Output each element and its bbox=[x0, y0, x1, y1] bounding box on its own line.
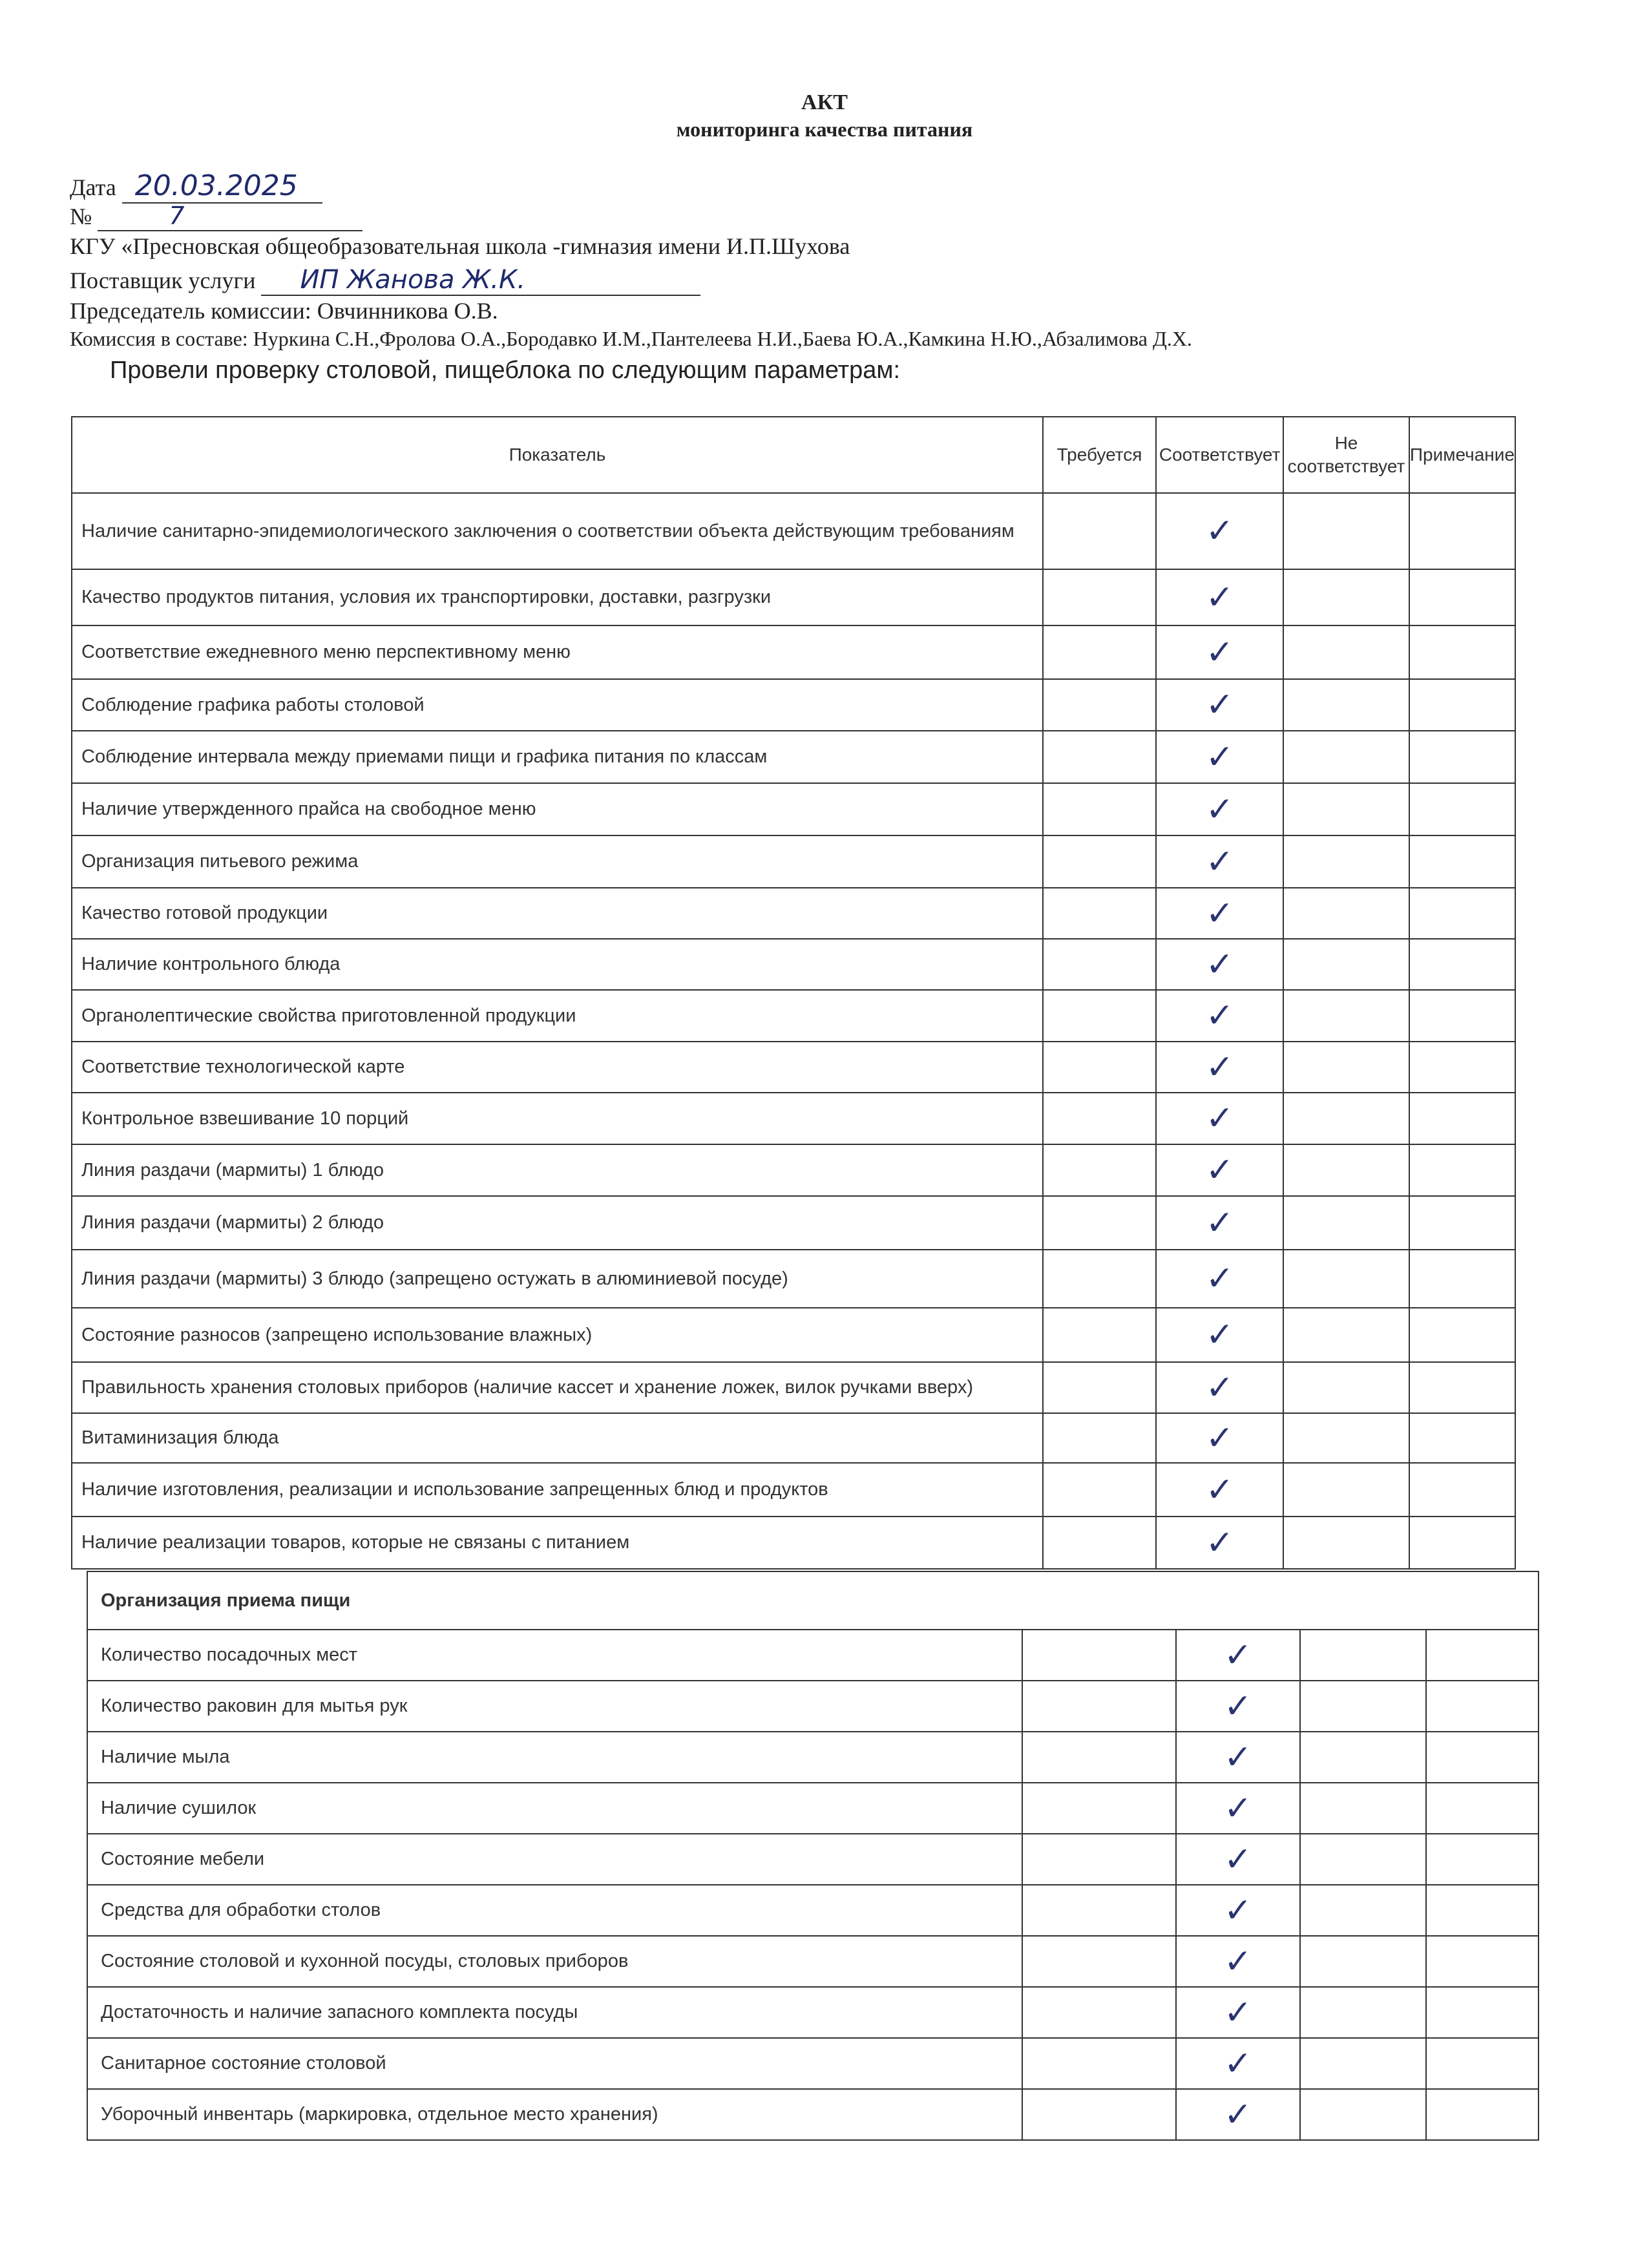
row-indicator: Наличие реализации товаров, которые не связаны с питанием bbox=[72, 1517, 1043, 1569]
table-row bbox=[72, 835, 1515, 888]
row-required bbox=[1022, 2038, 1176, 2089]
row-required bbox=[1043, 939, 1156, 990]
table-header-row bbox=[72, 417, 1515, 493]
row-note bbox=[1409, 1093, 1515, 1144]
row-note bbox=[1409, 1517, 1515, 1569]
row-complies bbox=[1176, 1681, 1300, 1732]
row-required bbox=[1043, 783, 1156, 835]
check-mark-icon: ✓ bbox=[1205, 737, 1234, 777]
row-note bbox=[1409, 1463, 1515, 1517]
row-note bbox=[1409, 1250, 1515, 1308]
row-note bbox=[1409, 1362, 1515, 1413]
check-mark-icon: ✓ bbox=[1205, 996, 1234, 1035]
header-required: Требуется bbox=[1043, 417, 1156, 493]
row-indicator: Соответствие технологической карте bbox=[72, 1042, 1043, 1093]
row-note bbox=[1426, 1936, 1539, 1987]
row-complies bbox=[1156, 1042, 1283, 1093]
row-indicator: Наличие утвержденного прайса на свободное меню bbox=[72, 783, 1043, 835]
row-indicator: Наличие контрольного блюда bbox=[72, 939, 1043, 990]
check-mark-icon: ✓ bbox=[1205, 842, 1234, 881]
row-note bbox=[1409, 569, 1515, 625]
table-row bbox=[87, 1834, 1539, 1885]
header-complies: Соответствует bbox=[1156, 417, 1283, 493]
row-required bbox=[1043, 835, 1156, 888]
row-not-complies bbox=[1300, 2089, 1426, 2140]
table-row bbox=[72, 1093, 1515, 1144]
row-required bbox=[1043, 1413, 1156, 1463]
row-not-complies bbox=[1300, 1630, 1426, 1681]
supplier-line bbox=[70, 265, 700, 296]
row-not-complies bbox=[1283, 939, 1409, 990]
row-not-complies bbox=[1300, 1783, 1426, 1834]
row-note bbox=[1426, 1834, 1539, 1885]
row-not-complies bbox=[1283, 493, 1409, 569]
supplier-label: Поставщик услуги bbox=[70, 268, 256, 293]
row-note bbox=[1409, 625, 1515, 679]
row-complies bbox=[1176, 2089, 1300, 2140]
checklist-table bbox=[71, 416, 1516, 1570]
document-subtitle: мониторинга качества питания bbox=[676, 118, 973, 141]
table-row bbox=[72, 1308, 1515, 1362]
check-mark-icon: ✓ bbox=[1205, 790, 1234, 829]
header-note: Примечание bbox=[1409, 417, 1515, 493]
row-not-complies bbox=[1283, 888, 1409, 939]
header-indicator: Показатель bbox=[72, 417, 1043, 493]
table-row bbox=[87, 1681, 1539, 1732]
row-indicator: Наличие санитарно-эпидемиологического заключения о соответствии объекта действующим требованиям bbox=[72, 493, 1043, 569]
table-row bbox=[87, 1885, 1539, 1936]
row-not-complies bbox=[1300, 1681, 1426, 1732]
row-complies bbox=[1156, 1144, 1283, 1196]
check-mark-icon: ✓ bbox=[1205, 1151, 1234, 1190]
row-not-complies bbox=[1283, 625, 1409, 679]
row-note bbox=[1409, 1144, 1515, 1196]
check-mark-icon: ✓ bbox=[1205, 686, 1234, 724]
date-label: Дата bbox=[70, 174, 116, 200]
row-not-complies bbox=[1300, 2038, 1426, 2089]
check-mark-icon: ✓ bbox=[1224, 2044, 1252, 2083]
row-not-complies bbox=[1283, 569, 1409, 625]
row-required bbox=[1043, 990, 1156, 1042]
row-required bbox=[1022, 2089, 1176, 2140]
row-note bbox=[1409, 888, 1515, 939]
check-mark-icon: ✓ bbox=[1205, 1470, 1234, 1509]
row-note bbox=[1426, 1783, 1539, 1834]
row-complies bbox=[1176, 2038, 1300, 2089]
document-title: АКТ bbox=[801, 90, 848, 114]
row-required bbox=[1022, 1936, 1176, 1987]
row-complies bbox=[1156, 1413, 1283, 1463]
table-row bbox=[72, 939, 1515, 990]
row-indicator: Санитарное состояние столовой bbox=[87, 2038, 1022, 2089]
check-mark-icon: ✓ bbox=[1205, 1418, 1234, 1458]
row-note bbox=[1409, 835, 1515, 888]
row-complies bbox=[1156, 1196, 1283, 1250]
row-note bbox=[1426, 2089, 1539, 2140]
table-row bbox=[72, 1196, 1515, 1250]
row-indicator: Качество продуктов питания, условия их транспортировки, доставки, разгрузки bbox=[72, 569, 1043, 625]
table-row bbox=[72, 1463, 1515, 1517]
row-not-complies bbox=[1283, 1362, 1409, 1413]
row-required bbox=[1043, 1308, 1156, 1362]
commission-line: Комиссия в составе: Нуркина С.Н.,Фролова О.А.,Бородавко И.М.,Пантелеева Н.И.,Баева Ю.А.,Камкина Н.Ю.,Абзалимова Д.Х. bbox=[70, 327, 1192, 350]
row-complies bbox=[1156, 1463, 1283, 1517]
row-complies bbox=[1176, 1885, 1300, 1936]
row-note bbox=[1426, 1885, 1539, 1936]
row-complies bbox=[1156, 990, 1283, 1042]
row-indicator: Соответствие ежедневного меню перспективному меню bbox=[72, 625, 1043, 679]
row-complies bbox=[1176, 1783, 1300, 1834]
check-mark-icon: ✓ bbox=[1224, 1891, 1252, 1930]
check-mark-icon: ✓ bbox=[1224, 1942, 1252, 1981]
number-value: 7 bbox=[98, 202, 362, 231]
row-complies bbox=[1156, 1517, 1283, 1569]
row-complies bbox=[1156, 1250, 1283, 1308]
row-required bbox=[1022, 1783, 1176, 1834]
row-note bbox=[1426, 1681, 1539, 1732]
row-required bbox=[1022, 1987, 1176, 2038]
row-indicator: Наличие изготовления, реализации и использование запрещенных блюд и продуктов bbox=[72, 1463, 1043, 1517]
row-complies bbox=[1176, 1936, 1300, 1987]
table-row bbox=[72, 1250, 1515, 1308]
row-indicator: Количество раковин для мытья рук bbox=[87, 1681, 1022, 1732]
row-required bbox=[1043, 1042, 1156, 1093]
row-indicator: Линия раздачи (мармиты) 2 блюдо bbox=[72, 1196, 1043, 1250]
check-mark-icon: ✓ bbox=[1224, 1738, 1252, 1777]
row-required bbox=[1043, 731, 1156, 783]
row-indicator: Состояние столовой и кухонной посуды, столовых приборов bbox=[87, 1936, 1022, 1987]
table-row bbox=[72, 1413, 1515, 1463]
table-row bbox=[72, 1144, 1515, 1196]
row-indicator: Организация питьевого режима bbox=[72, 835, 1043, 888]
table-row bbox=[72, 1042, 1515, 1093]
row-not-complies bbox=[1283, 679, 1409, 731]
row-note bbox=[1409, 1042, 1515, 1093]
row-note bbox=[1426, 1732, 1539, 1783]
check-mark-icon: ✓ bbox=[1205, 1047, 1234, 1087]
table-row bbox=[72, 493, 1515, 569]
row-required bbox=[1022, 1885, 1176, 1936]
row-required bbox=[1022, 1681, 1176, 1732]
header-not-complies: Не соответствует bbox=[1283, 417, 1409, 493]
check-mark-icon: ✓ bbox=[1224, 1686, 1252, 1726]
row-not-complies bbox=[1283, 1144, 1409, 1196]
row-complies bbox=[1156, 888, 1283, 939]
table-row bbox=[72, 1362, 1515, 1413]
row-not-complies bbox=[1283, 1413, 1409, 1463]
meal-organization-table bbox=[87, 1571, 1539, 2141]
row-complies bbox=[1156, 493, 1283, 569]
row-note bbox=[1426, 1987, 1539, 2038]
table-row bbox=[72, 888, 1515, 939]
table-row bbox=[72, 569, 1515, 625]
row-complies bbox=[1156, 835, 1283, 888]
row-not-complies bbox=[1283, 731, 1409, 783]
check-mark-icon: ✓ bbox=[1205, 945, 1234, 984]
row-not-complies bbox=[1283, 1196, 1409, 1250]
row-not-complies bbox=[1300, 1732, 1426, 1783]
row-required bbox=[1043, 1144, 1156, 1196]
row-required bbox=[1043, 493, 1156, 569]
date-line bbox=[70, 169, 322, 204]
row-complies bbox=[1156, 1362, 1283, 1413]
table-row bbox=[87, 1936, 1539, 1987]
table-row bbox=[72, 731, 1515, 783]
row-note bbox=[1409, 679, 1515, 731]
row-required bbox=[1043, 569, 1156, 625]
row-indicator: Наличие мыла bbox=[87, 1732, 1022, 1783]
row-required bbox=[1022, 1834, 1176, 1885]
row-required bbox=[1043, 1093, 1156, 1144]
row-not-complies bbox=[1300, 1936, 1426, 1987]
row-not-complies bbox=[1300, 1834, 1426, 1885]
table-row bbox=[87, 1987, 1539, 2038]
row-complies bbox=[1156, 939, 1283, 990]
number-line bbox=[70, 202, 362, 231]
row-note bbox=[1409, 493, 1515, 569]
row-complies bbox=[1156, 731, 1283, 783]
row-complies bbox=[1156, 625, 1283, 679]
check-mark-icon: ✓ bbox=[1224, 1635, 1252, 1675]
row-not-complies bbox=[1283, 1463, 1409, 1517]
row-not-complies bbox=[1283, 1042, 1409, 1093]
table-row bbox=[72, 783, 1515, 835]
section-title: Организация приема пищи bbox=[87, 1571, 1539, 1630]
row-indicator: Соблюдение графика работы столовой bbox=[72, 679, 1043, 731]
row-note bbox=[1409, 1413, 1515, 1463]
row-indicator: Органолептические свойства приготовленной продукции bbox=[72, 990, 1043, 1042]
row-required bbox=[1043, 625, 1156, 679]
table-row bbox=[87, 2038, 1539, 2089]
row-not-complies bbox=[1283, 1517, 1409, 1569]
row-complies bbox=[1156, 1308, 1283, 1362]
table-row bbox=[72, 1517, 1515, 1569]
check-mark-icon: ✓ bbox=[1224, 1840, 1252, 1879]
row-indicator: Линия раздачи (мармиты) 1 блюдо bbox=[72, 1144, 1043, 1196]
row-required bbox=[1043, 888, 1156, 939]
check-mark-icon: ✓ bbox=[1224, 1789, 1252, 1828]
supplier-value: ИП Жанова Ж.К. bbox=[261, 265, 700, 296]
row-indicator: Наличие сушилок bbox=[87, 1783, 1022, 1834]
check-mark-icon: ✓ bbox=[1205, 1523, 1234, 1562]
check-mark-icon: ✓ bbox=[1205, 1316, 1234, 1354]
row-note bbox=[1409, 990, 1515, 1042]
row-required bbox=[1043, 679, 1156, 731]
row-note bbox=[1426, 1630, 1539, 1681]
row-note bbox=[1426, 2038, 1539, 2089]
row-indicator: Средства для обработки столов bbox=[87, 1885, 1022, 1936]
check-mark-icon: ✓ bbox=[1205, 1203, 1234, 1243]
row-indicator: Достаточность и наличие запасного комплекта посуды bbox=[87, 1987, 1022, 2038]
row-required bbox=[1022, 1630, 1176, 1681]
table-row bbox=[72, 990, 1515, 1042]
row-complies bbox=[1156, 679, 1283, 731]
org-line: КГУ «Пресновская общеобразовательная школа -гимназия имени И.П.Шухова bbox=[70, 233, 850, 259]
row-indicator: Количество посадочных мест bbox=[87, 1630, 1022, 1681]
table-row bbox=[87, 2089, 1539, 2140]
check-mark-icon: ✓ bbox=[1205, 894, 1234, 933]
check-mark-icon: ✓ bbox=[1205, 1259, 1234, 1298]
row-not-complies bbox=[1283, 1093, 1409, 1144]
row-not-complies bbox=[1283, 835, 1409, 888]
row-indicator: Правильность хранения столовых приборов (наличие кассет и хранение ложек, вилок ручками вверх) bbox=[72, 1362, 1043, 1413]
row-required bbox=[1043, 1362, 1156, 1413]
check-mark-icon: ✓ bbox=[1205, 578, 1234, 617]
row-note bbox=[1409, 1308, 1515, 1362]
chair-line: Председатель комиссии: Овчинникова О.В. bbox=[70, 298, 498, 324]
row-complies bbox=[1176, 1732, 1300, 1783]
row-indicator: Контрольное взвешивание 10 порций bbox=[72, 1093, 1043, 1144]
row-note bbox=[1409, 1196, 1515, 1250]
table-row bbox=[87, 1732, 1539, 1783]
row-complies bbox=[1156, 569, 1283, 625]
row-not-complies bbox=[1283, 1308, 1409, 1362]
row-complies bbox=[1156, 1093, 1283, 1144]
row-not-complies bbox=[1283, 1250, 1409, 1308]
row-indicator: Линия раздачи (мармиты) 3 блюдо (запрещено остужать в алюминиевой посуде) bbox=[72, 1250, 1043, 1308]
row-required bbox=[1043, 1517, 1156, 1569]
table-row bbox=[87, 1783, 1539, 1834]
check-mark-icon: ✓ bbox=[1205, 1368, 1234, 1407]
check-mark-icon: ✓ bbox=[1205, 1099, 1234, 1138]
row-required bbox=[1022, 1732, 1176, 1783]
number-label: № bbox=[70, 204, 92, 229]
table-row bbox=[72, 625, 1515, 679]
table-row bbox=[87, 1630, 1539, 1681]
row-not-complies bbox=[1283, 783, 1409, 835]
row-note bbox=[1409, 731, 1515, 783]
row-note bbox=[1409, 939, 1515, 990]
section-title-row bbox=[87, 1571, 1539, 1630]
check-mark-icon: ✓ bbox=[1205, 512, 1234, 551]
row-complies bbox=[1176, 1630, 1300, 1681]
row-indicator: Состояние мебели bbox=[87, 1834, 1022, 1885]
row-not-complies bbox=[1283, 990, 1409, 1042]
row-required bbox=[1043, 1463, 1156, 1517]
table-row bbox=[72, 679, 1515, 731]
row-required bbox=[1043, 1250, 1156, 1308]
row-indicator: Качество готовой продукции bbox=[72, 888, 1043, 939]
row-required bbox=[1043, 1196, 1156, 1250]
row-complies bbox=[1156, 783, 1283, 835]
row-indicator: Состояние разносов (запрещено использование влажных) bbox=[72, 1308, 1043, 1362]
check-mark-icon: ✓ bbox=[1205, 633, 1234, 672]
lead-text: Провели проверку столовой, пищеблока по следующим параметрам: bbox=[110, 357, 901, 384]
row-not-complies bbox=[1300, 1987, 1426, 2038]
row-complies bbox=[1176, 1987, 1300, 2038]
row-indicator: Соблюдение интервала между приемами пищи и графика питания по классам bbox=[72, 731, 1043, 783]
check-mark-icon: ✓ bbox=[1224, 1993, 1252, 2032]
row-indicator: Витаминизация блюда bbox=[72, 1413, 1043, 1463]
row-indicator: Уборочный инвентарь (маркировка, отдельное место хранения) bbox=[87, 2089, 1022, 2140]
row-not-complies bbox=[1300, 1885, 1426, 1936]
check-mark-icon: ✓ bbox=[1224, 2095, 1252, 2134]
row-complies bbox=[1176, 1834, 1300, 1885]
row-note bbox=[1409, 783, 1515, 835]
date-value: 20.03.2025 bbox=[122, 169, 322, 204]
